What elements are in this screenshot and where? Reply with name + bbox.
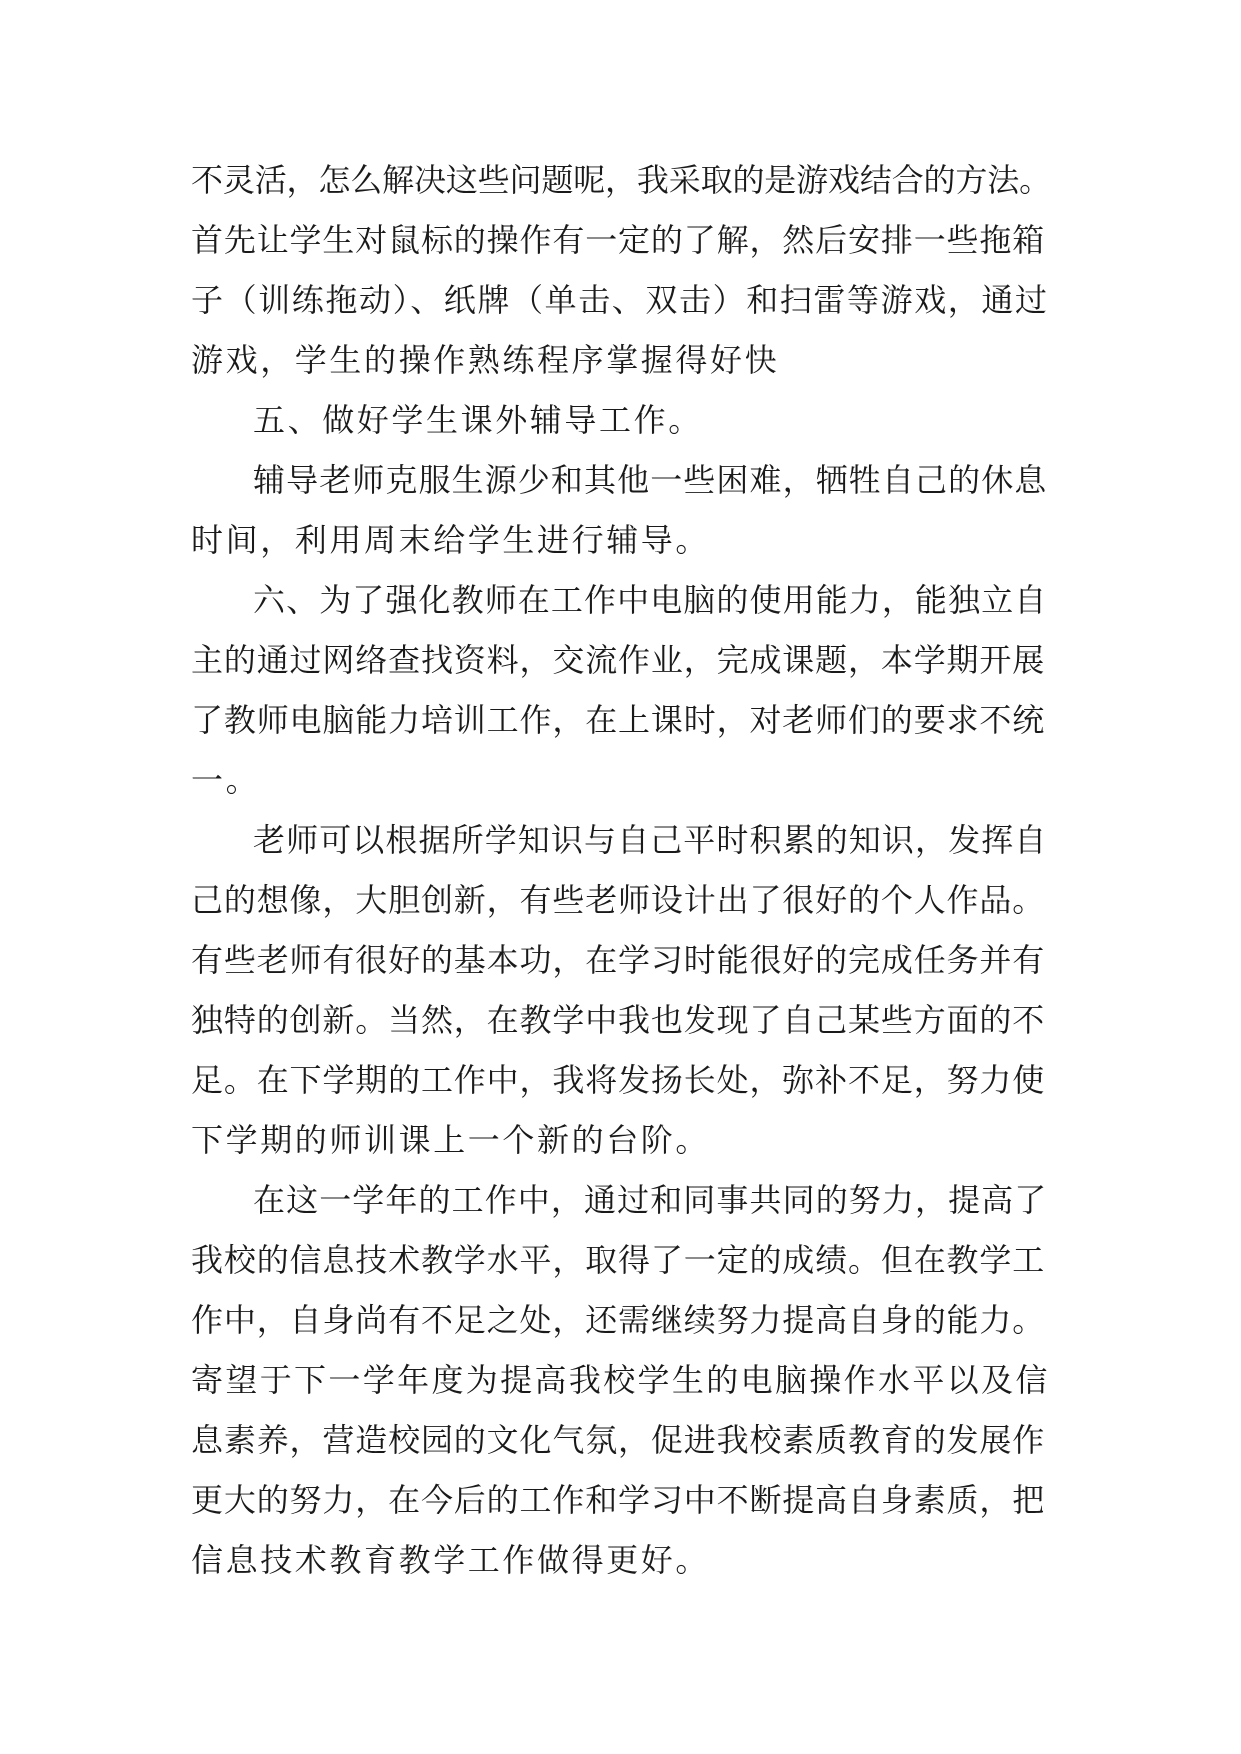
- paragraph-first-line: 五、做好学生课外辅导工作。: [253, 401, 703, 439]
- text-line: 子（训练拖动）、纸牌（单击、双击）和扫雷等游戏，通过: [191, 281, 1049, 319]
- text-line: 我校的信息技术教学水平，取得了一定的成绩。但在教学工: [191, 1241, 1046, 1279]
- text-line: 主的通过网络查找资料，交流作业，完成课题，本学期开展: [191, 641, 1046, 679]
- text-line: 时间，利用周末给学生进行辅导。: [191, 521, 711, 559]
- text-line: 更大的努力，在今后的工作和学习中不断提高自身素质，把: [191, 1481, 1046, 1519]
- paragraph-first-line: 老师可以根据所学知识与自己平时积累的知识，发挥自: [253, 821, 1048, 859]
- paragraph-first-line: 六、为了强化教师在工作中电脑的使用能力，能独立自: [253, 581, 1048, 619]
- text-line: 独特的创新。当然，在教学中我也发现了自己某些方面的不: [191, 1001, 1046, 1039]
- text-line: 首先让学生对鼠标的操作有一定的了解，然后安排一些拖箱: [191, 221, 1046, 259]
- text-line: 一。: [191, 761, 261, 799]
- text-line: 寄望于下一学年度为提高我校学生的电脑操作水平以及信: [191, 1361, 1050, 1399]
- body-text: [191, 150, 1051, 1590]
- text-line: 息素养，营造校园的文化气氛，促进我校素质教育的发展作: [191, 1421, 1046, 1459]
- text-line: 有些老师有很好的基本功，在学习时能很好的完成任务并有: [191, 941, 1046, 979]
- text-line: 了教师电脑能力培训工作，在上课时，对老师们的要求不统: [191, 701, 1046, 739]
- text-line: 下学期的师训课上一个新的台阶。: [191, 1121, 711, 1159]
- text-line: 不灵活，怎么解决这些问题呢，我采取的是游戏结合的方法。: [191, 161, 1051, 199]
- paragraph-first-line: 辅导老师克服生源少和其他一些困难，牺牲自己的休息: [253, 461, 1048, 499]
- text-line: 己的想像，大胆创新，有些老师设计出了很好的个人作品。: [191, 881, 1046, 919]
- text-line: 游戏，学生的操作熟练程序掌握得好快: [191, 341, 780, 379]
- text-line: 作中，自身尚有不足之处，还需继续努力提高自身的能力。: [191, 1301, 1046, 1339]
- text-line: 信息技术教育教学工作做得更好。: [191, 1541, 711, 1579]
- paragraph-first-line: 在这一学年的工作中，通过和同事共同的努力，提高了: [253, 1181, 1048, 1219]
- text-line: 足。在下学期的工作中，我将发扬长处，弥补不足，努力使: [191, 1061, 1046, 1099]
